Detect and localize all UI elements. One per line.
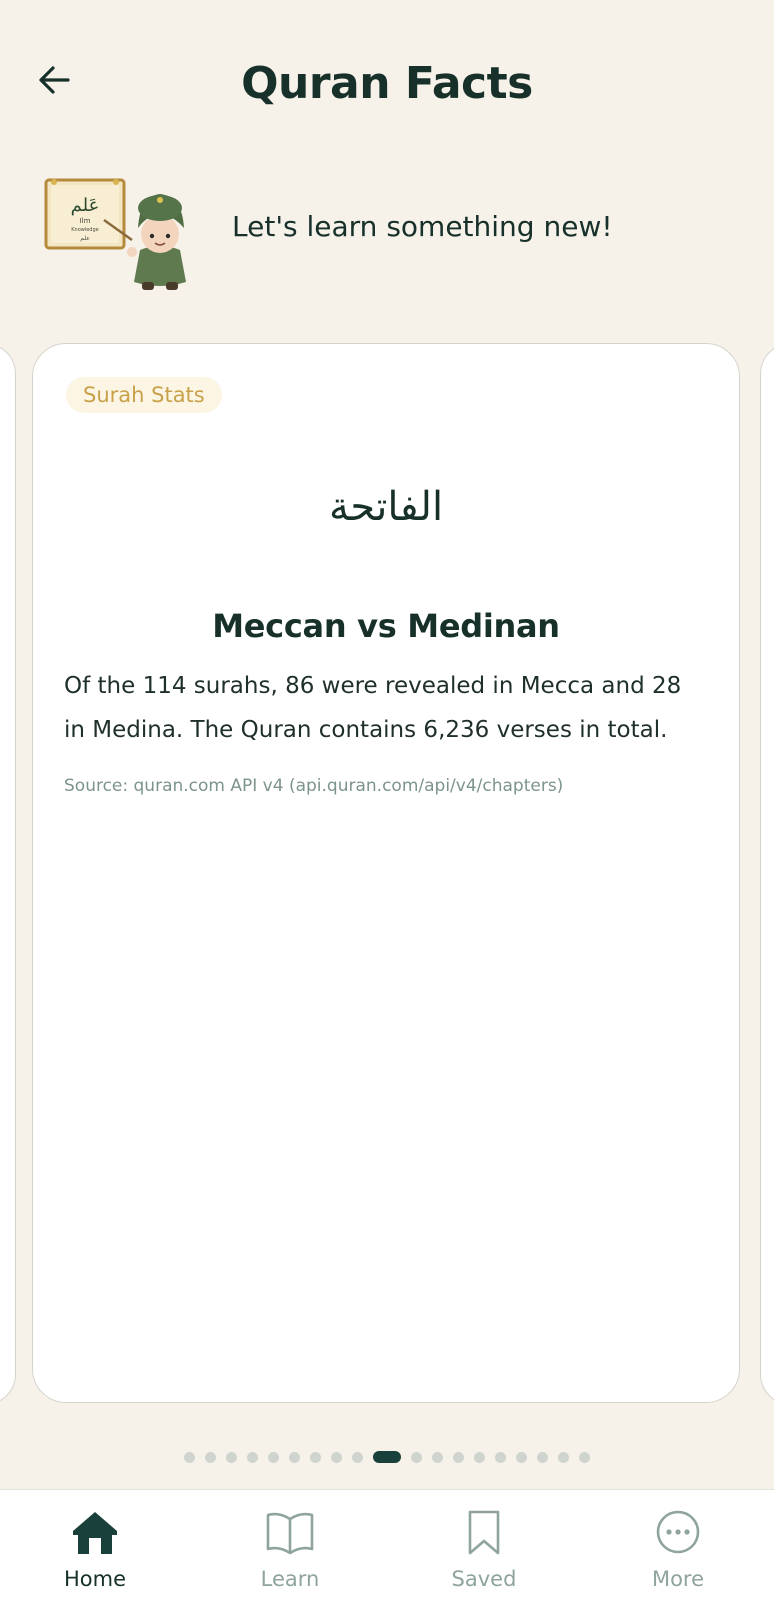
pagination-dot[interactable] [310, 1452, 321, 1463]
pagination-dot[interactable] [184, 1452, 195, 1463]
pagination-dot[interactable] [495, 1452, 506, 1463]
pagination-dot[interactable] [516, 1452, 527, 1463]
pagination-dot[interactable] [268, 1452, 279, 1463]
book-icon [264, 1508, 316, 1556]
fact-body: Of the 114 surahs, 86 were revealed in Mecca and 28 in Medina. The Quran contains 6,236 verses in total. [64, 673, 682, 743]
pagination-dot[interactable] [474, 1452, 485, 1463]
mascot-board-arabic: عَلم [70, 195, 100, 216]
mascot-board-latin: Ilm [79, 217, 91, 225]
nav-more[interactable] [608, 1490, 748, 1601]
pagination-dot[interactable] [289, 1452, 300, 1463]
pagination-dot[interactable] [247, 1452, 258, 1463]
fact-source: Source: quran.com API v4 (api.quran.com/api/v4/chapters) [64, 776, 564, 796]
pagination-dot[interactable] [331, 1452, 342, 1463]
pagination-dot[interactable] [226, 1452, 237, 1463]
previous-card-peek[interactable] [0, 343, 16, 1405]
category-tag: Surah Stats [66, 377, 222, 413]
pagination-dot[interactable] [411, 1452, 422, 1463]
pagination-dot[interactable] [453, 1452, 464, 1463]
pagination-dot[interactable] [558, 1452, 569, 1463]
mascot-board-small: علم [80, 235, 90, 242]
pagination-dots [0, 1451, 774, 1463]
nav-saved-label: Saved [451, 1567, 517, 1591]
nav-saved[interactable] [414, 1490, 554, 1601]
pagination-dot[interactable] [432, 1452, 443, 1463]
pagination-dot-active[interactable] [373, 1451, 401, 1463]
nav-home-label: Home [63, 1567, 126, 1591]
fact-title: Meccan vs Medinan [212, 607, 560, 645]
nav-learn-label: Learn [260, 1567, 320, 1591]
home-icon [69, 1508, 121, 1556]
mascot-board-english: Knowledge [71, 227, 99, 233]
nav-home[interactable] [25, 1490, 165, 1601]
fact-card[interactable] [32, 343, 740, 1403]
pagination-dot[interactable] [579, 1452, 590, 1463]
greeting-text: Let's learn something new! [232, 210, 613, 243]
pagination-dot[interactable] [205, 1452, 216, 1463]
bottom-nav [0, 1489, 774, 1601]
mascot-illustration [44, 178, 196, 294]
page-title: Quran Facts [241, 58, 533, 109]
nav-learn[interactable] [220, 1490, 360, 1601]
surah-arabic-name: الفاتحة [328, 484, 444, 530]
bookmark-icon [458, 1508, 510, 1556]
nav-more-label: More [651, 1567, 705, 1591]
pagination-dot[interactable] [537, 1452, 548, 1463]
next-card-peek[interactable] [760, 343, 774, 1405]
pagination-dot[interactable] [352, 1452, 363, 1463]
more-icon [652, 1508, 704, 1556]
